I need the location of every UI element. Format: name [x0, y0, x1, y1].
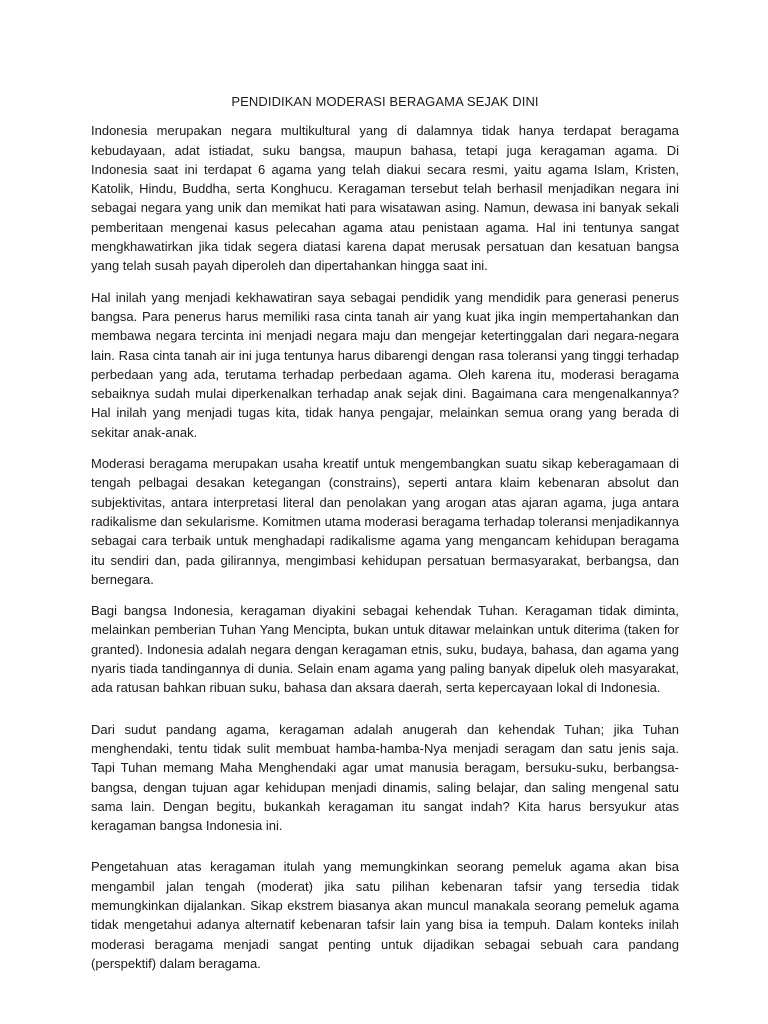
paragraph-6: Pengetahuan atas keragaman itulah yang memungkinkan seorang pemeluk agama akan bisa mengambil jalan tengah (moderat) jika satu pilihan kebenaran tafsir yang tersedia tidak memungkinkan dijalankan. Sikap ekstrem biasanya akan muncul manakala seorang pemeluk agama tidak mengetahui adanya alternatif kebenaran tafsir lain yang bisa ia tempuh. Dalam konteks inilah moderasi beragama menjadi sangat penting untuk dijadikan sebagai sebuah cara pandang (perspektif) dalam beragama.	[91, 859, 679, 971]
paragraph-2: Hal inilah yang menjadi kekhawatiran saya sebagai pendidik yang mendidik para generasi penerus bangsa. Para penerus harus memiliki rasa cinta tanah air yang kuat jika ingin mempertahankan dan membawa negara tercinta ini menjadi negara maju dan mengejar ketertinggalan dari negara-negara lain. Rasa cinta tanah air ini juga tentunya harus dibarengi dengan rasa toleransi yang tinggi terhadap perbedaan yang ada, terutama terhadap perbedaan agama. Oleh karena itu, moderasi beragama sebaiknya sudah mulai diperkenalkan terhadap anak sejak dini. Bagaimana cara mengenalkannya? Hal inilah yang menjadi tugas kita, tidak hanya pengajar, melainkan semua orang yang berada di sekitar anak-anak.	[91, 289, 679, 440]
paragraph-5: Dari sudut pandang agama, keragaman adalah anugerah dan kehendak Tuhan; jika Tuhan menghendaki, tentu tidak sulit membuat hamba-hamba-Nya menjadi seragam dan satu jenis saja. Tapi Tuhan memang Maha Menghendaki agar umat manusia beragam, bersuku-suku, berbangsa-bangsa, dengan tujuan agar kehidupan menjadi dinamis, saling belajar, dan saling mengenal satu sama lain. Dengan begitu, bukankah keragaman itu sangat indah? Kita harus bersyukur atas keragaman bangsa Indonesia ini.	[91, 721, 679, 834]
paragraph-1: Indonesia merupakan negara multikultural yang di dalamnya tidak hanya terdapat beragama kebudayaan, adat istiadat, suku bangsa, maupun bahasa, tetapi juga keragaman agama. Di Indonesia saat ini terdapat 6 agama yang telah diakui secara resmi, yaitu agama Islam, Kristen, Katolik, Hindu, Buddha, serta Konghucu. Keragaman tersebut telah berhasil menjadikan negara ini sebagai negara yang unik dan memikat hati para wisatawan asing. Namun, dewasa ini banyak sekali pemberitaan mengenai kasus pelecahan agama atau penistaan agama. Hal ini tentunya sangat mengkhawatirkan jika tidak segera diatasi karena dapat merusak persatuan dan kesatuan bangsa yang telah susah payah diperoleh dan dipertahankan hingga saat ini.	[91, 123, 679, 274]
document-page	[91, 92, 679, 985]
document-title: PENDIDIKAN MODERASI BERAGAMA SEJAK DINI	[231, 94, 539, 109]
paragraph-3: Moderasi beragama merupakan usaha kreatif untuk mengembangkan suatu sikap keberagamaan di tengah pelbagai desakan ketegangan (constrains), seperti antara klaim kebenaran absolut dan subjektivitas, antara interpretasi literal dan penolakan yang arogan atas ajaran agama, juga antara radikalisme dan sekularisme. Komitmen utama moderasi beragama terhadap toleransi menjadikannya sebagai cara terbaik untuk menghadapi radikalisme agama yang mengancam kehidupan beragama itu sendiri dan, pada gilirannya, mengimbasi kehidupan persatuan bermasyarakat, berbangsa, dan bernegara.	[91, 456, 679, 587]
paragraph-4: Bagi bangsa Indonesia, keragaman diyakini sebagai kehendak Tuhan. Keragaman tidak diminta, melainkan pemberian Tuhan Yang Mencipta, bukan untuk ditawar melainkan untuk diterima (taken for granted). Indonesia adalah negara dengan keragaman etnis, suku, budaya, bahasa, dan agama yang nyaris tiada tandingannya di dunia. Selain enam agama yang paling banyak dipeluk oleh masyarakat, ada ratusan bahkan ribuan suku, bahasa dan aksara daerah, serta kepercayaan lokal di Indonesia.	[91, 603, 679, 696]
